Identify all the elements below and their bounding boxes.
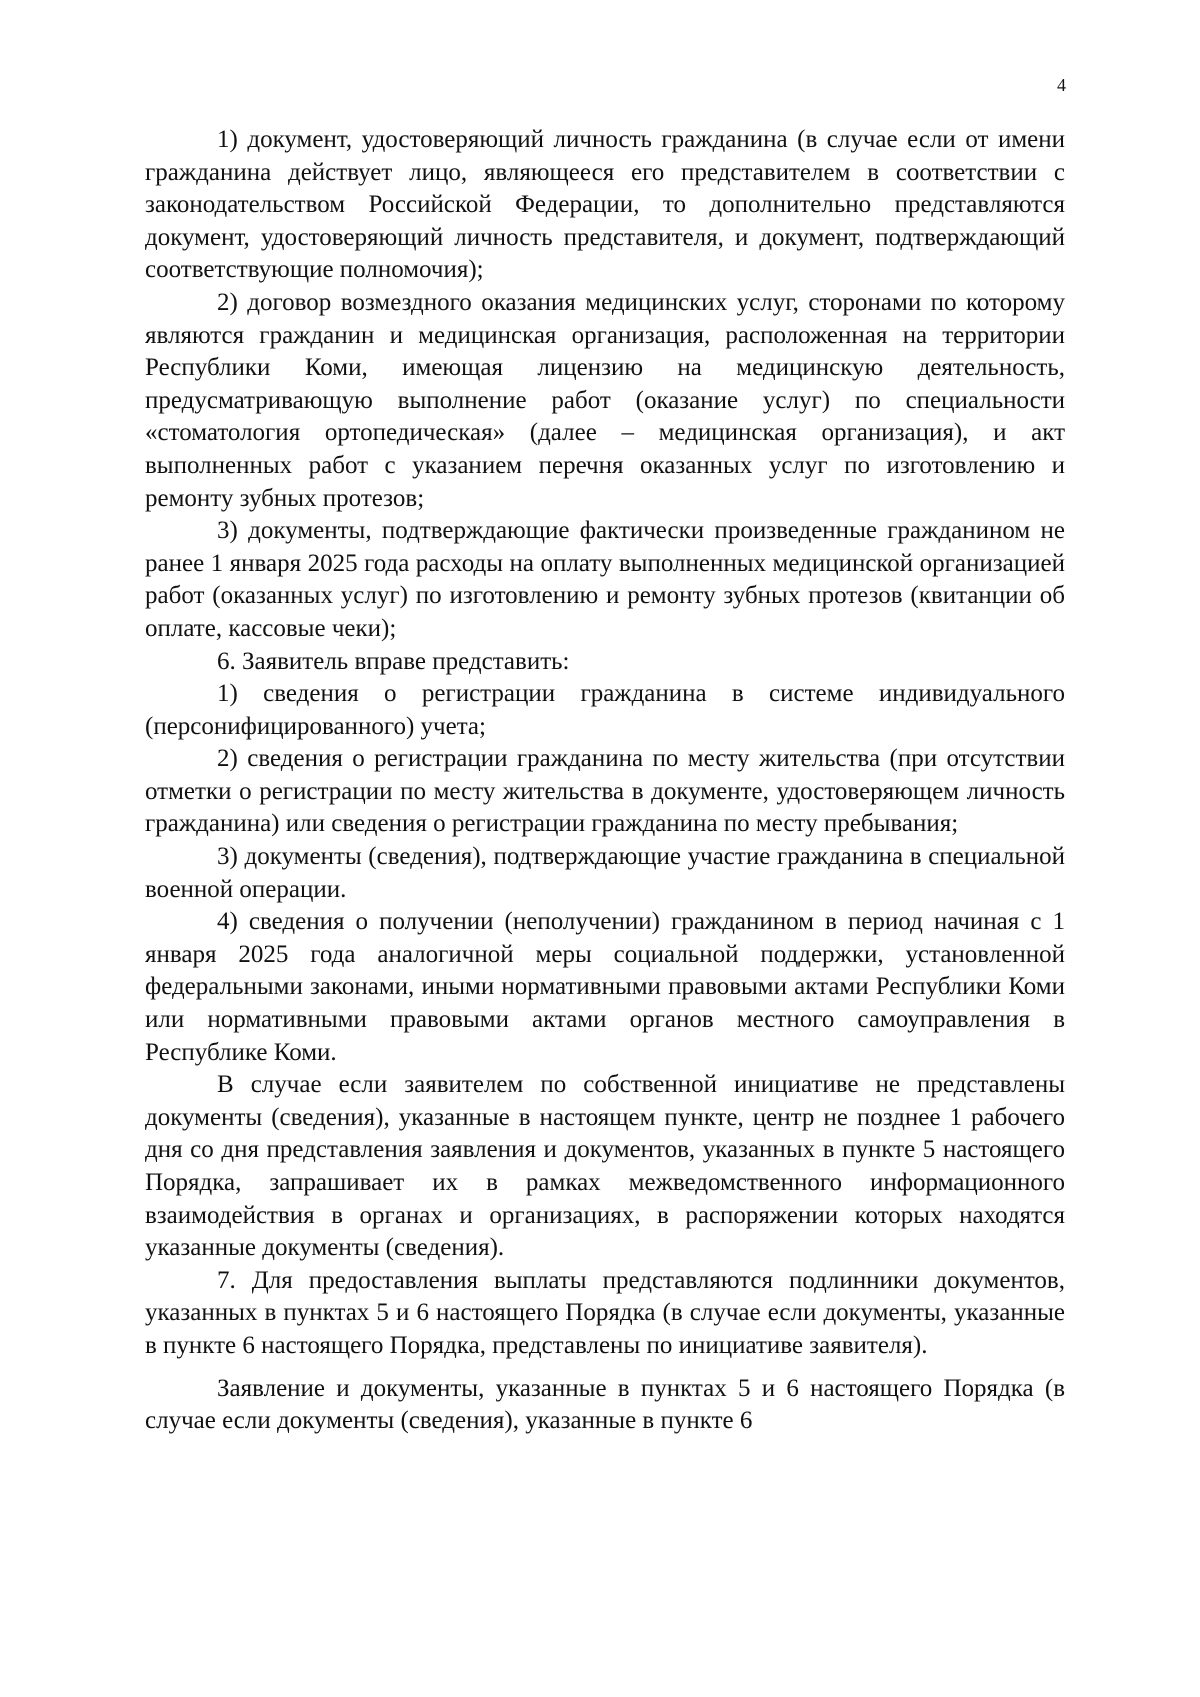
document-body — [145, 124, 1065, 1438]
paragraph-clause-6-heading: 6. Заявитель вправе представить: — [217, 647, 570, 675]
paragraph-clause-6-item-4: 4) сведения о получении (неполучении) гражданином в период начиная с 1 января 2025 года аналогичной меры социальной поддержки, установленной федеральными законами, иными нормативными правовыми актами Республики Коми или нормативными правовыми актами органов местного самоуправления в Республике Коми. — [145, 908, 1065, 1066]
paragraph-item-1-identity-document: 1) документ, удостоверяющий личность гражданина (в случае если от имени гражданина действует лицо, являющееся его представителем в соответствии с законодательством Российской Федерации, то дополнительно представляются документ, удостоверяющий личность представителя, и документ, подтверждающий соответствующие полномочия); — [145, 126, 1065, 284]
paragraph-clause-6-item-1: 1) сведения о регистрации гражданина в системе индивидуального (персонифицированного) учета; — [145, 680, 1065, 740]
page-number: 4 — [1057, 75, 1066, 95]
paragraph-application-documents: Заявление и документы, указанные в пунктах 5 и 6 настоящего Порядка (в случае если документы (сведения), указанные в пункте 6 — [145, 1374, 1065, 1435]
paragraph-clause-6-item-3: 3) документы (сведения), подтверждающие участие гражданина в специальной военной операции. — [145, 843, 1065, 903]
paragraph-item-3-payment-documents: 3) документы, подтверждающие фактически произведенные гражданином не ранее 1 января 2025 года расходы на оплату выполненных медицинской организацией работ (оказанных услуг) по изготовлению и ремонту зубных протезов (квитанции об оплате, кассовые чеки); — [145, 517, 1065, 642]
paragraph-interagency-request: В случае если заявителем по собственной инициативе не представлены документы (сведения), указанные в настоящем пункте, центр не позднее 1 рабочего дня со дня представления заявления и документов, указанных в пункте 5 настоящего Порядка, запрашивает их в рамках межведомственного информационного взаимодействия в органах и организациях, в распоряжении которых находятся указанные документы (сведения). — [145, 1071, 1065, 1262]
paragraph-clause-6-item-2: 2) сведения о регистрации гражданина по месту жительства (при отсутствии отметки о регистрации по месту жительства в документе, удостоверяющем личность гражданина) или сведения о регистрации гражданина по месту пребывания; — [145, 745, 1065, 838]
paragraph-clause-7: 7. Для предоставления выплаты представляются подлинники документов, указанных в пунктах 5 и 6 настоящего Порядка (в случае если документы, указанные в пункте 6 настоящего Порядка, представлены по инициативе заявителя). — [145, 1266, 1065, 1359]
paragraph-item-2-service-contract: 2) договор возмездного оказания медицинских услуг, сторонами по которому являются гражданин и медицинская организация, расположенная на территории Республики Коми, имеющая лицензию на медицинскую деятельность, предусматривающую выполнение работ (оказание услуг) по специальности «стоматология ортопедическая» (далее – медицинская организация), и акт выполненных работ с указанием перечня оказанных услуг по изготовлению и ремонту зубных протезов; — [145, 288, 1065, 512]
